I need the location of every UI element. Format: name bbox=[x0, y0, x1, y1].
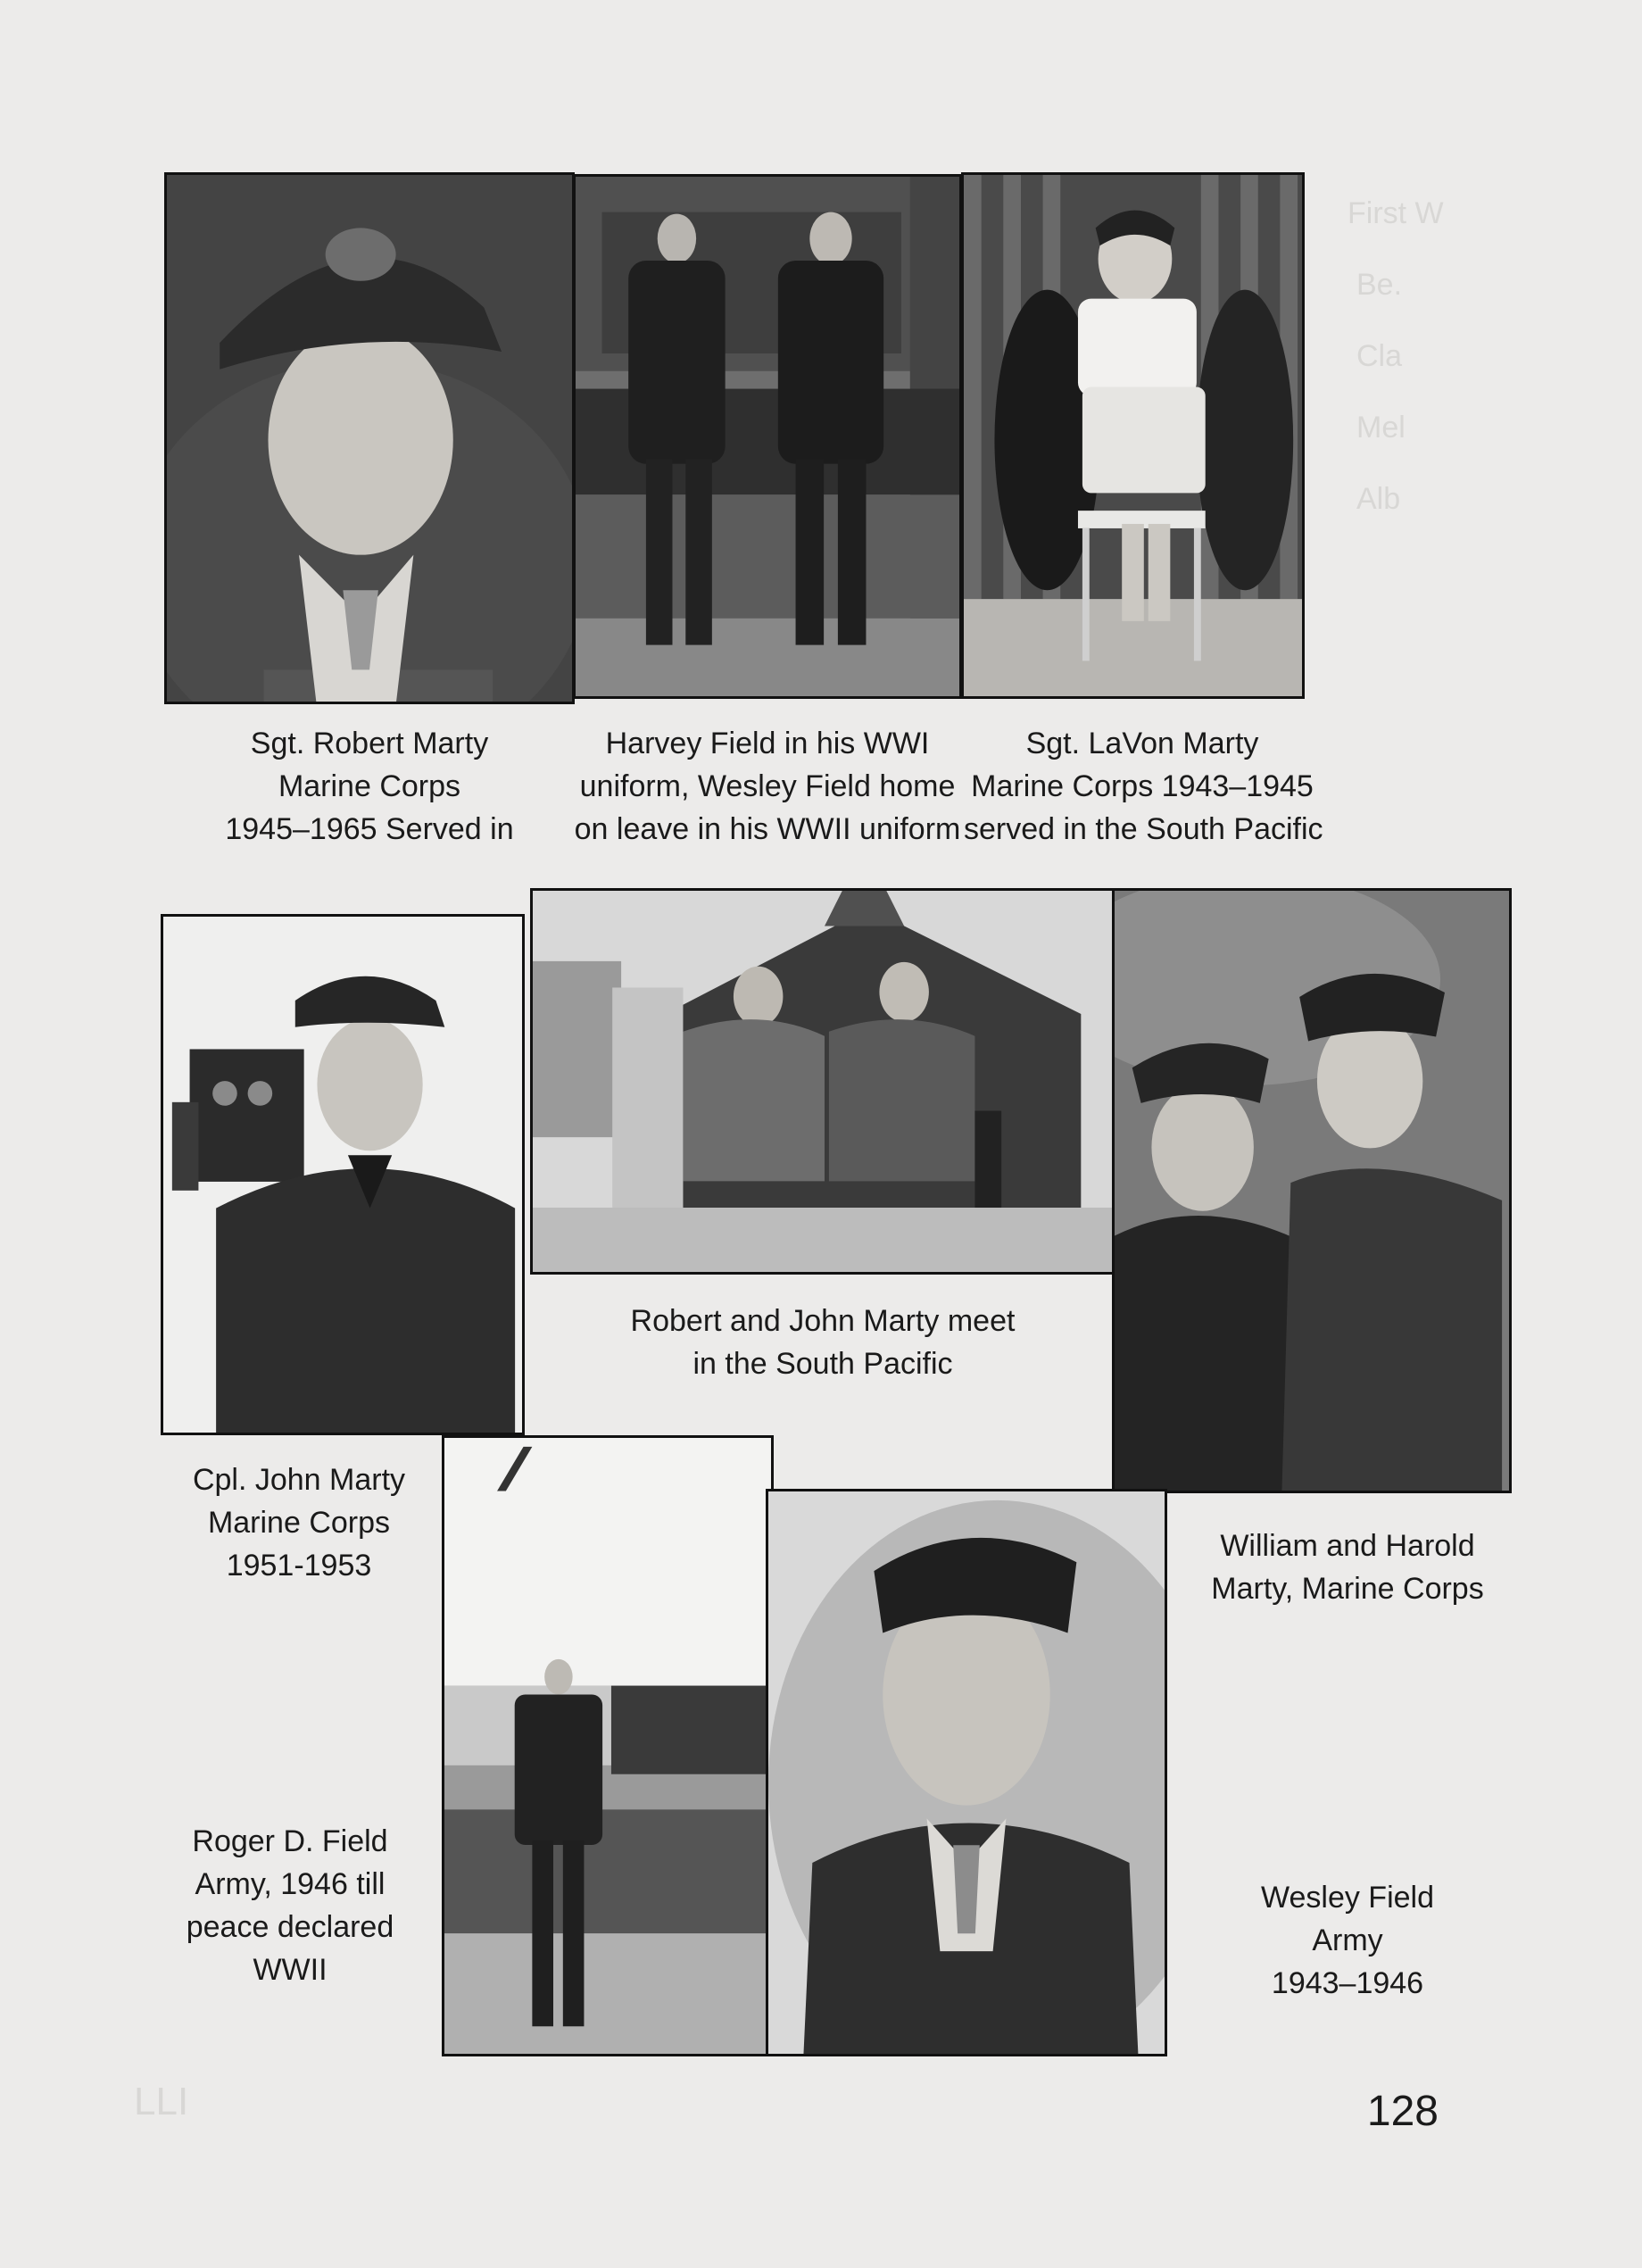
caption-line: Wesley Field bbox=[1261, 1881, 1434, 1915]
photo-john-marty bbox=[161, 914, 525, 1435]
caption-lavon-marty bbox=[964, 722, 1321, 851]
photo-robert-john-south-pacific bbox=[530, 888, 1115, 1275]
outdoor-photo-image bbox=[533, 891, 1113, 1272]
caption-line: in the South Pacific bbox=[692, 1347, 953, 1381]
caption-line: on leave in his WWII uniform bbox=[574, 812, 961, 846]
outdoor-photo-image bbox=[576, 177, 959, 696]
photo-wesley-field bbox=[766, 1489, 1167, 2056]
caption-harvey-wesley-field bbox=[546, 722, 989, 851]
caption-line: Sgt. LaVon Marty bbox=[1025, 727, 1259, 760]
outdoor-photo-image bbox=[444, 1438, 771, 2054]
photo-roger-field bbox=[442, 1435, 774, 2056]
portrait-image bbox=[167, 175, 572, 702]
caption-line: Cpl. John Marty bbox=[192, 1463, 406, 1497]
caption-line: Marine Corps bbox=[207, 1506, 391, 1540]
caption-line: Marty, Marine Corps bbox=[1211, 1572, 1484, 1606]
caption-william-harold-marty bbox=[1187, 1524, 1508, 1610]
photo-lavon-marty bbox=[961, 172, 1305, 699]
caption-line: Army bbox=[1312, 1923, 1383, 1957]
bleed-through-text: First W bbox=[1348, 196, 1444, 230]
photo-william-harold-marty bbox=[1112, 888, 1512, 1493]
caption-line: uniform, Wesley Field home bbox=[579, 769, 956, 803]
caption-line: served in the South Pacific bbox=[964, 812, 1323, 846]
caption-line: 1951-1953 bbox=[226, 1549, 372, 1583]
bleed-through-text: Be. bbox=[1356, 268, 1403, 302]
portrait-image bbox=[768, 1491, 1165, 2054]
page-number: 128 bbox=[1366, 2088, 1439, 2135]
caption-roger-field bbox=[170, 1820, 410, 1991]
caption-line: WWII bbox=[253, 1953, 328, 1987]
portrait-image bbox=[1115, 891, 1509, 1491]
caption-line: peace declared bbox=[186, 1910, 394, 1944]
caption-line: William and Harold bbox=[1220, 1529, 1475, 1563]
caption-robert-marty bbox=[164, 722, 575, 851]
caption-line: Harvey Field in his WWI bbox=[605, 727, 930, 760]
bleed-through-text: Cla bbox=[1356, 339, 1403, 373]
caption-line: Sgt. Robert Marty bbox=[250, 727, 489, 760]
caption-line: 1945–1965 Served in bbox=[225, 812, 514, 846]
bleed-through-text: Mel bbox=[1356, 411, 1406, 444]
caption-wesley-field bbox=[1232, 1876, 1464, 2005]
caption-john-marty bbox=[161, 1458, 437, 1587]
caption-line: Marine Corps bbox=[278, 769, 461, 803]
caption-line: 1943–1946 bbox=[1271, 1966, 1424, 2000]
bleed-through-text: LLI bbox=[134, 2080, 189, 2123]
caption-line: Army, 1946 till bbox=[195, 1867, 386, 1901]
bleed-through-text: Alb bbox=[1356, 482, 1401, 516]
caption-robert-john-south-pacific bbox=[530, 1300, 1115, 1385]
portrait-image bbox=[964, 175, 1302, 696]
caption-line: Marine Corps 1943–1945 bbox=[971, 769, 1314, 803]
photo-robert-marty bbox=[164, 172, 575, 704]
caption-line: Roger D. Field bbox=[192, 1824, 388, 1858]
portrait-image bbox=[163, 917, 522, 1433]
caption-line: Robert and John Marty meet bbox=[630, 1304, 1016, 1338]
photo-harvey-wesley-field bbox=[573, 174, 962, 699]
